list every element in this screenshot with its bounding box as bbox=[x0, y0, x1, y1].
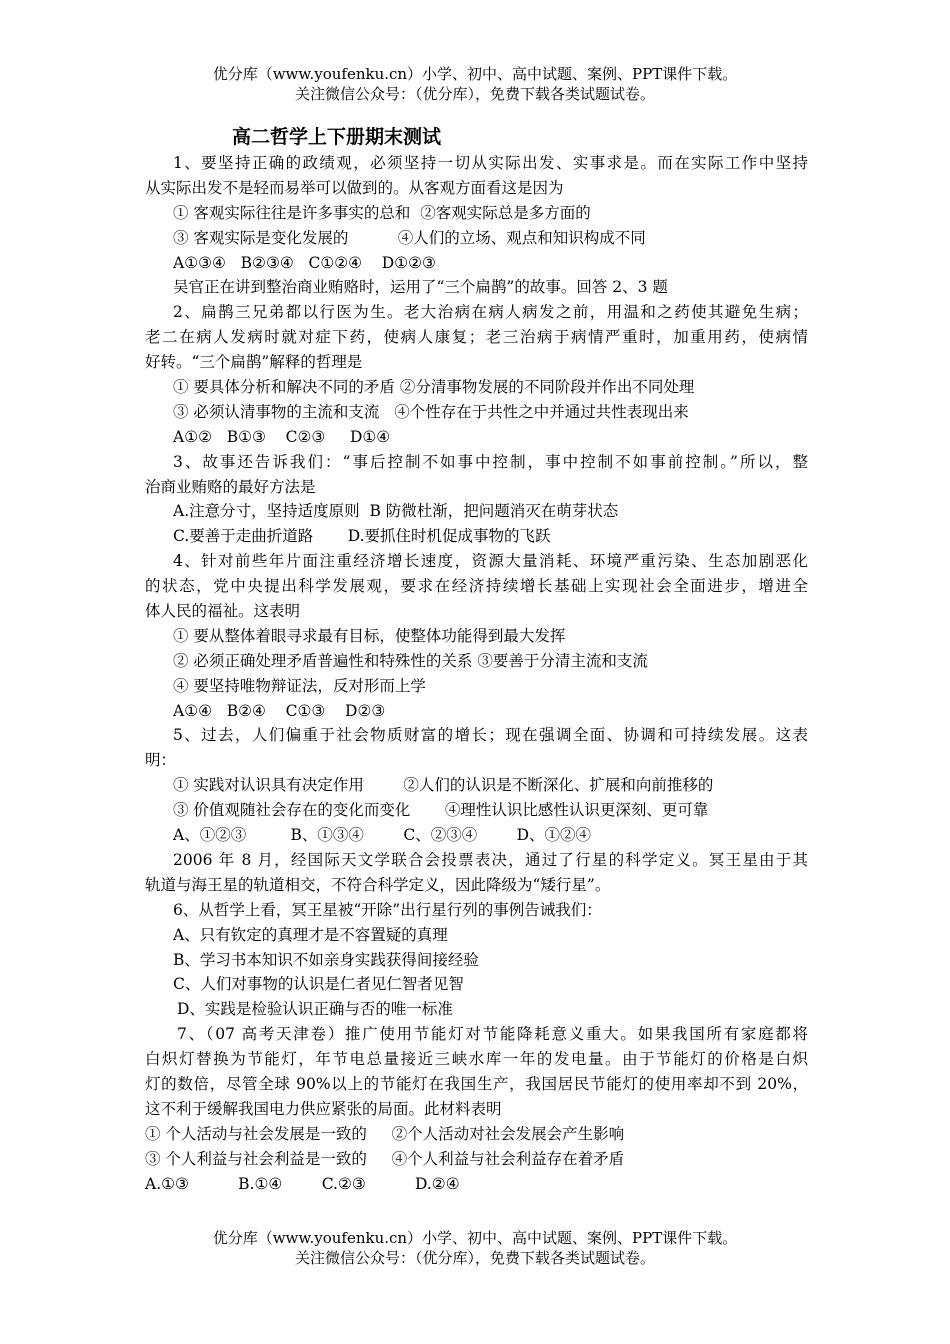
text-line: ③ 个人利益与社会利益是一致的 ④个人利益与社会利益存在着矛盾 bbox=[145, 1149, 625, 1168]
text-line: 2006 年 8 月，经国际天文学联合会投票表决，通过了行星的科学定义。冥王星由于其 bbox=[173, 850, 808, 869]
text-line: 这不利于缓解我国电力供应紧张的局面。此材料表明 bbox=[145, 1099, 502, 1118]
text-line: 7、（07 高考天津卷）推广使用节能灯对节能降耗意义重大。如果我国所有家庭都将 bbox=[177, 1025, 808, 1044]
text-line: 体人民的福祉。这表明 bbox=[145, 602, 301, 621]
text-line: A①③④ B②③④ C①②④ D①②③ bbox=[173, 253, 436, 272]
text-line: ③ 价值观随社会存在的变化而变化 ④理性认识比感性认识更深刻、更可靠 bbox=[173, 801, 709, 820]
text-line: 治商业贿赂的最好方法是 bbox=[145, 477, 316, 496]
page-title: 高二哲学上下册期末测试 bbox=[232, 126, 442, 148]
page-header bbox=[0, 64, 950, 104]
header-line-2: 关注微信公众号：（优分库），免费下载各类试题试卷。 bbox=[294, 85, 655, 103]
text-line: C、人们对事物的认识是仁者见仁智者见智 bbox=[173, 975, 464, 994]
text-line: 从实际出发不是轻而易举可以做到的。从客观方面看这是因为 bbox=[145, 178, 564, 197]
footer-line-1: 优分库（www.youfenku.cn）小学、初中、高中试题、案例、PPT课件下载。 bbox=[212, 1229, 738, 1247]
text-line: 3、故事还告诉我们：“事后控制不如事中控制，事中控制不如事前控制。”所以，整 bbox=[173, 452, 808, 471]
header-line-1: 优分库（www.youfenku.cn）小学、初中、高中试题、案例、PPT课件下载。 bbox=[212, 65, 738, 83]
page-footer bbox=[0, 1228, 950, 1268]
text-line: ③ 客观实际是变化发展的 ④人们的立场、观点和知识构成不同 bbox=[173, 228, 646, 247]
text-line: ④ 要坚持唯物辩证法，反对形而上学 bbox=[173, 676, 426, 695]
text-line: ① 要具体分析和解决不同的矛盾 ②分清事物发展的不同阶段并作出不同处理 bbox=[173, 378, 695, 397]
document-body bbox=[145, 151, 808, 1196]
text-line: 灯的数倍，尽管全球 90%以上的节能灯在我国生产，我国居民节能灯的使用率却不到 20%， bbox=[145, 1074, 808, 1093]
text-line: 轨道与海王星的轨道相交，不符合科学定义，因此降级为“矮行星”。 bbox=[145, 875, 611, 894]
text-line: 白炽灯替换为节能灯，年节电总量接近三峡水库一年的发电量。由于节能灯的价格是白炽 bbox=[145, 1050, 808, 1069]
text-line: B、学习书本知识不如亲身实践获得间接经验 bbox=[173, 950, 479, 969]
text-line: 6、从哲学上看，冥王星被“开除”出行星行列的事例告诫我们： bbox=[173, 900, 602, 919]
text-line: ① 客观实际往往是许多事实的总和 ②客观实际总是多方面的 bbox=[173, 203, 591, 222]
text-line: A、只有钦定的真理才是不容置疑的真理 bbox=[173, 925, 448, 944]
text-line: ① 要从整体着眼寻求最有目标，使整体功能得到最大发挥 bbox=[173, 626, 566, 645]
text-line: C.要善于走曲折道路 D.要抓住时机促成事物的飞跃 bbox=[173, 527, 551, 546]
text-line: A.①③ B.①④ C.②③ D.②④ bbox=[145, 1174, 460, 1193]
text-line: A①② B①③ C②③ D①④ bbox=[173, 427, 391, 446]
text-line: 5、过去，人们偏重于社会物质财富的增长；现在强调全面、协调和可持续发展。这表 bbox=[173, 726, 808, 745]
text-line: 老二在病人发病时就对症下药，使病人康复；老三治病于病情严重时，加重用药，使病情 bbox=[145, 328, 808, 347]
text-line: 的状态，党中央提出科学发展观，要求在经济持续增长基础上实现社会全面进步，增进全 bbox=[145, 577, 808, 596]
text-line: ① 实践对认识具有决定作用 ②人们的认识是不断深化、扩展和向前推移的 bbox=[173, 776, 714, 795]
text-line: 1、要坚持正确的政绩观，必须坚持一切从实际出发、实事求是。而在实际工作中坚持 bbox=[173, 154, 808, 172]
text-line: ② 必须正确处理矛盾普遍性和特殊性的关系 ③要善于分清主流和支流 bbox=[173, 651, 648, 670]
text-line: 4、针对前些年片面注重经济增长速度，资源大量消耗、环境严重污染、生态加剧恶化 bbox=[173, 552, 808, 571]
text-line: A①④ B②④ C①③ D②③ bbox=[173, 701, 386, 720]
text-line: 2、扁鹊三兄弟都以行医为生。老大治病在病人病发之前，用温和之药使其避免生病； bbox=[173, 303, 808, 322]
text-line: A.注意分寸，坚持适度原则 B 防微杜渐，把问题消灭在萌芽状态 bbox=[173, 502, 619, 521]
text-line: 好转。“三个扁鹊”解释的哲理是 bbox=[145, 353, 363, 372]
text-line: A、①②③ B、①③④ C、②③④ D、①②④ bbox=[173, 826, 592, 845]
text-line: 明： bbox=[145, 751, 177, 770]
text-line: ① 个人活动与社会发展是一致的 ②个人活动对社会发展会产生影响 bbox=[145, 1124, 625, 1143]
text-line: ③ 必须认清事物的主流和支流 ④个性存在于共性之中并通过共性表现出来 bbox=[173, 402, 689, 421]
text-line: D、实践是检验认识正确与否的唯一标准 bbox=[177, 1000, 453, 1019]
footer-line-2: 关注微信公众号：（优分库），免费下载各类试题试卷。 bbox=[294, 1249, 655, 1267]
text-line: 吴官正在讲到整治商业贿赂时，运用了“三个扁鹊”的故事。回答 2、3 题 bbox=[173, 278, 668, 297]
